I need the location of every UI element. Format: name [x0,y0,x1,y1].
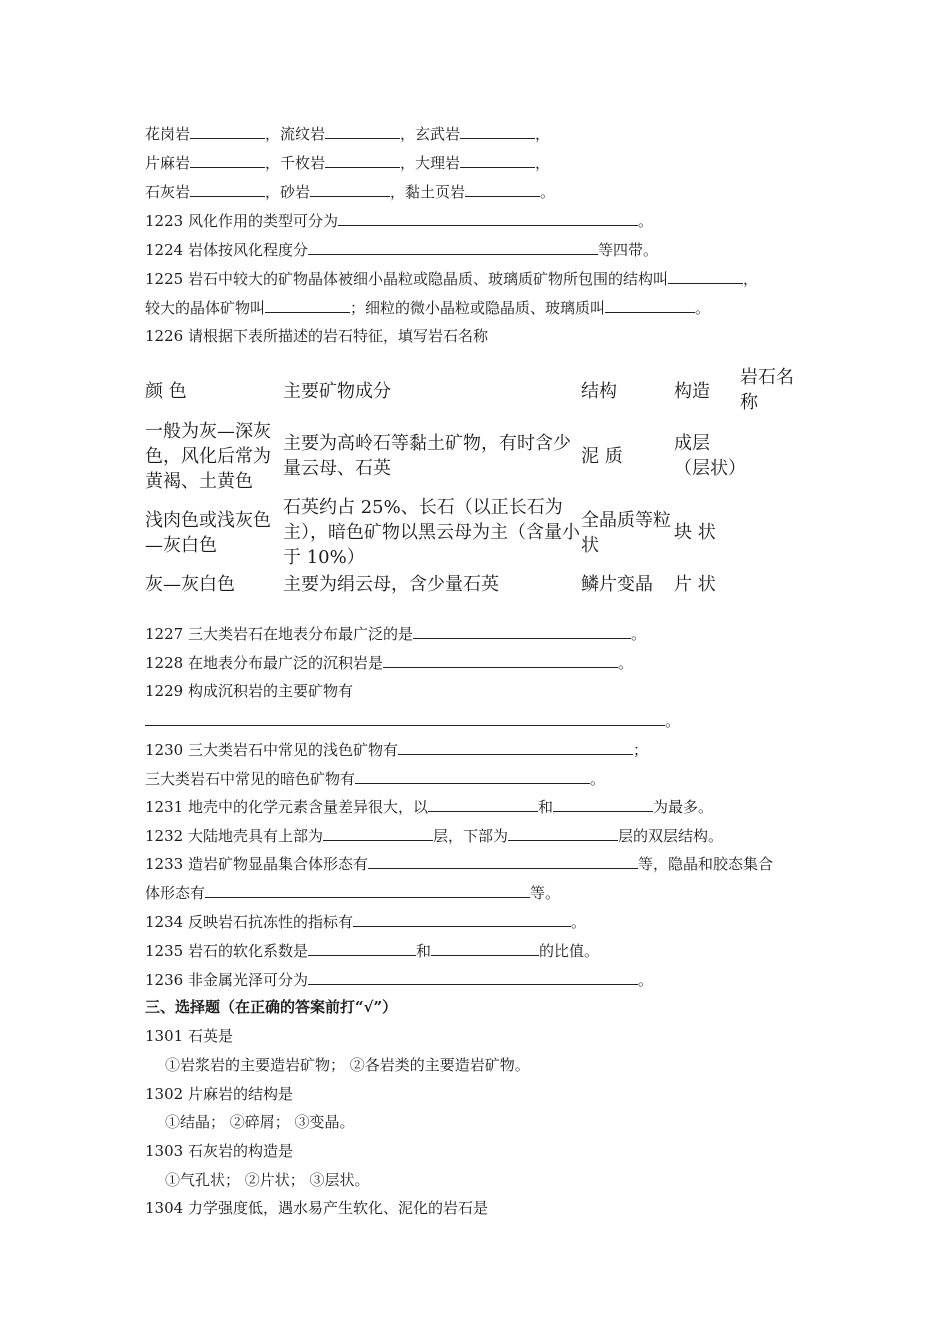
blank[interactable] [605,297,695,313]
table-row [145,495,806,570]
text: 。 [570,913,586,931]
blank[interactable] [398,739,633,755]
blank[interactable] [353,911,571,927]
blank[interactable] [465,181,540,197]
question-1303: 1303 石灰岩的构造是 [145,1142,293,1160]
cell-color: 灰—灰白色 [145,573,235,595]
cell-color: 浅肉色或浅灰色—灰白色 [145,509,271,556]
blank[interactable] [325,123,400,139]
header-minerals: 主要矿物成分 [283,380,391,402]
text: 1228 在地表分布最广泛的沉积岩是 [145,654,383,672]
question-1225 [145,268,758,289]
question-1229 [145,681,353,701]
question-1301-options[interactable]: ①岩浆岩的主要造岩矿物； ②各岩类的主要造岩矿物。 [165,1056,530,1074]
text: 和 [537,798,553,816]
text: ， [535,154,551,172]
text: 为最多。 [652,798,713,816]
blank[interactable] [355,768,590,784]
rock-characteristics-table [145,365,806,598]
text: ， [535,125,551,143]
blank[interactable] [190,152,265,168]
text: 1225 岩石中较大的矿物晶体被细小晶粒或隐晶质、玻璃质矿物所包围的结构叫 [145,270,668,288]
blank[interactable] [190,123,265,139]
question-1228 [145,652,633,673]
blank[interactable] [265,297,350,313]
text: 层的双层结构。 [617,827,723,845]
table-row [145,417,806,495]
blank[interactable] [338,210,638,226]
text: ； [632,741,648,759]
blank[interactable] [460,152,535,168]
text: 1230 三大类岩石中常见的浅色矿物有 [145,741,398,759]
text: 。 [695,299,711,317]
blank[interactable] [308,969,638,985]
text: 1223 风化作用的类型可分为 [145,212,338,230]
question-1234 [145,911,586,932]
question-1301: 1301 石英是 [145,1027,233,1045]
text: ，流纹岩 [265,125,326,143]
question-1303-options[interactable]: ①气孔状； ②片状； ③层状。 [165,1171,370,1189]
text: 1226 请根据下表所描述的岩石特征，填写岩石名称 [145,327,488,345]
text: 等，隐晶和胶态集合 [637,855,773,873]
cell-color: 一般为灰—深灰色，风化后常为黄褐、土黄色 [145,420,271,492]
question-1233 [145,853,773,874]
blank[interactable] [508,825,618,841]
cell-rock-name-blank[interactable] [740,570,806,598]
cell-minerals: 石英约占 25%、长石（以正长石为主），暗色矿物以黑云母为主（含量小于 10%） [283,497,580,568]
text: ， [742,270,758,288]
blank[interactable] [383,652,618,668]
question-1236 [145,969,653,990]
question-1230-cont [145,768,605,789]
cell-structure: 片 状 [674,573,716,595]
blank[interactable] [428,796,538,812]
text: 。 [617,654,633,672]
question-1235 [145,940,599,961]
text: 的比值。 [538,942,599,960]
section-heading-choice: 三、选择题（在正确的答案前打“√”） [145,998,398,1016]
question-1224 [145,239,658,260]
text: ，砂岩 [265,183,311,201]
cell-rock-name-blank[interactable] [740,495,806,570]
text: 等。 [530,884,561,902]
text: 1233 造岩矿物显晶集合体形态有 [145,855,368,873]
rock-names-line-2 [145,152,550,173]
rock-names-line-3 [145,181,555,202]
cell-minerals: 主要为绢云母，含少量石英 [283,573,499,595]
blank[interactable] [460,123,535,139]
question-1302-options[interactable]: ①结晶； ②碎屑； ③变晶。 [165,1113,355,1131]
text: 。 [540,183,556,201]
question-1223 [145,210,653,231]
text: 花岗岩 [145,125,191,143]
text: 三大类岩石中常见的暗色矿物有 [145,770,356,788]
text: 较大的晶体矿物叫 [145,299,266,317]
blank[interactable] [308,940,416,956]
blank[interactable] [145,710,665,726]
text: 。 [630,625,646,643]
blank[interactable] [323,825,433,841]
blank[interactable] [431,940,539,956]
question-1230 [145,739,648,760]
question-1231 [145,796,713,817]
text: ，大理岩 [400,154,461,172]
cell-structure: 成层（层状） [674,433,746,479]
text: 1227 三大类岩石在地表分布最广泛的是 [145,625,413,643]
blank[interactable] [308,239,598,255]
blank[interactable] [205,882,530,898]
question-1233-cont [145,882,560,903]
question-1302: 1302 片麻岩的结构是 [145,1085,293,1103]
text: 1235 岩石的软化系数是 [145,942,308,960]
question-1227 [145,623,646,644]
text: 片麻岩 [145,154,191,172]
cell-texture: 鳞片变晶 [581,573,653,595]
cell-minerals: 主要为高岭石等黏土矿物，有时含少量云母、石英 [283,433,571,479]
question-1226 [145,326,488,346]
text: ，黏土页岩 [390,183,466,201]
text: 1232 大陆地壳具有上部为 [145,827,323,845]
blank[interactable] [668,268,743,284]
text: ，玄武岩 [400,125,461,143]
blank[interactable] [190,181,265,197]
text: 1229 构成沉积岩的主要矿物有 [145,682,353,700]
text: 。 [590,770,606,788]
question-1225-cont [145,297,710,318]
text: 。 [637,212,653,230]
header-structure: 构造 [674,380,710,402]
text: 。 [637,971,653,989]
text: ；细粒的微小晶粒或隐晶质、玻璃质叫 [350,299,606,317]
text: 石灰岩 [145,183,191,201]
cell-texture: 全晶质等粒状 [581,509,671,556]
blank[interactable] [325,152,400,168]
text: 体形态有 [145,884,206,902]
text: 1236 非金属光泽可分为 [145,971,308,989]
text: ，千枚岩 [265,154,326,172]
text: 层，下部为 [432,827,508,845]
header-texture: 结构 [581,380,617,402]
text: 和 [415,942,431,960]
text: 1234 反映岩石抗冻性的指标有 [145,913,353,931]
text: 1231 地壳中的化学元素含量差异很大，以 [145,798,428,816]
question-1229-blank [145,710,680,731]
text: 1224 岩体按风化程度分 [145,241,308,259]
header-color: 颜 色 [145,380,187,402]
blank[interactable] [413,623,631,639]
cell-texture: 泥 质 [581,445,623,467]
question-1304: 1304 力学强度低，遇水易产生软化、泥化的岩石是 [145,1199,488,1217]
cell-rock-name-blank[interactable] [740,417,806,495]
blank[interactable] [553,796,653,812]
question-1232 [145,825,723,846]
header-rock-name: 岩石名称 [740,367,794,413]
text: 等四带。 [597,241,658,259]
blank[interactable] [368,853,638,869]
blank[interactable] [310,181,390,197]
table-header-row [145,365,806,417]
text: 。 [665,712,681,730]
cell-structure: 块 状 [674,522,716,543]
table-row [145,570,806,598]
rock-names-line-1 [145,123,550,144]
